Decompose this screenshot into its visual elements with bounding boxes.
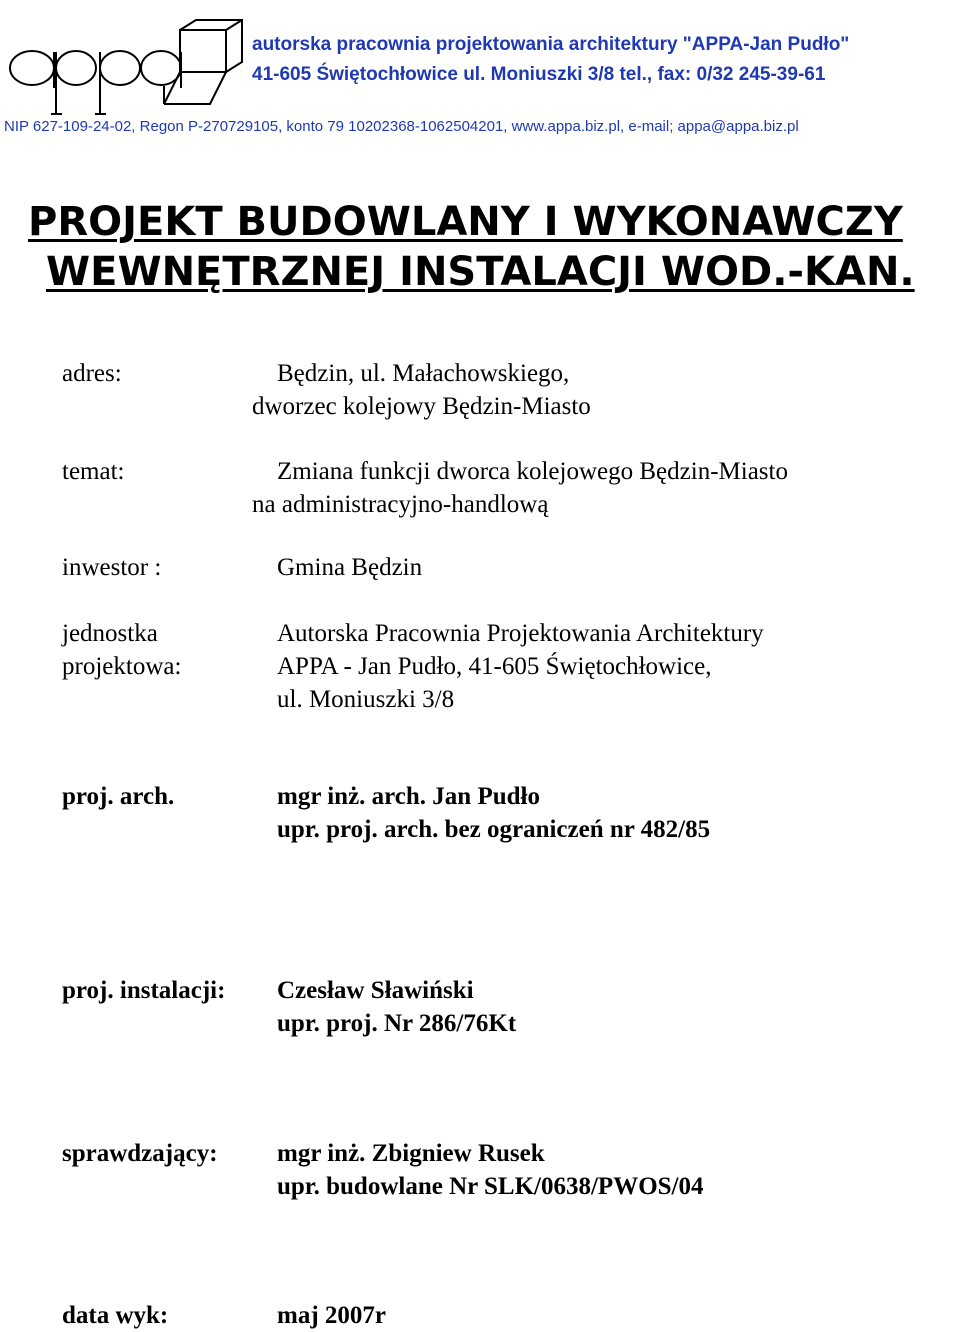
proj-arch-value-line-1: mgr inż. arch. Jan Pudło [277,783,540,810]
jednostka-value-line-3: ul. Moniuszki 3/8 [277,686,455,713]
appa-logo [4,18,244,118]
proj-instalacji-value-line-1: Czesław Sławiński [277,977,474,1004]
sprawdzajacy-value-line-1: mgr inż. Zbigniew Rusek [277,1140,545,1167]
temat-label: temat: [62,458,125,485]
header-line-2: 41-605 Świętochłowice ul. Moniuszki 3/8 tel., fax: 0/32 245-39-61 [252,64,826,85]
jednostka-label-line-2: projektowa: [62,653,182,680]
adres-value-line-1: Będzin, ul. Małachowskiego, [277,360,570,387]
proj-instalacji-value-line-2: upr. proj. Nr 286/76Kt [277,1010,517,1037]
data-wyk-value: maj 2007r [277,1302,386,1329]
adres-value-line-2: dworzec kolejowy Będzin-Miasto [252,393,591,420]
inwestor-label: inwestor : [62,554,162,581]
inwestor-value: Gmina Będzin [277,554,423,581]
proj-arch-value-line-2: upr. proj. arch. bez ograniczeń nr 482/85 [277,816,711,843]
jednostka-label-line-1: jednostka [62,620,158,647]
document-title-line-2: WEWNĘTRZNEJ INSTALACJI WOD.-KAN. [46,249,915,295]
proj-instalacji-label: proj. instalacji: [62,977,226,1004]
header-nip-line: NIP 627-109-24-02, Regon P-270729105, konto 79 10202368-1062504201, www.appa.biz.pl, e-mail; appa@appa.biz.pl [4,118,799,135]
adres-label: adres: [62,360,122,387]
sprawdzajacy-label: sprawdzający: [62,1140,218,1167]
data-wyk-label: data wyk: [62,1302,169,1329]
header-line-1: autorska pracownia projektowania architektury "APPA-Jan Pudło" [252,34,850,55]
proj-arch-label: proj. arch. [62,783,175,810]
jednostka-value-line-2: APPA - Jan Pudło, 41-605 Świętochłowice, [277,653,712,680]
sprawdzajacy-value-line-2: upr. budowlane Nr SLK/0638/PWOS/04 [277,1173,704,1200]
temat-value-line-2: na administracyjno-handlową [252,491,549,518]
temat-value-line-1: Zmiana funkcji dworca kolejowego Będzin-Miasto [277,458,788,485]
jednostka-value-line-1: Autorska Pracownia Projektowania Architektury [277,620,764,647]
document-title-line-1: PROJEKT BUDOWLANY I WYKONAWCZY [28,199,903,245]
